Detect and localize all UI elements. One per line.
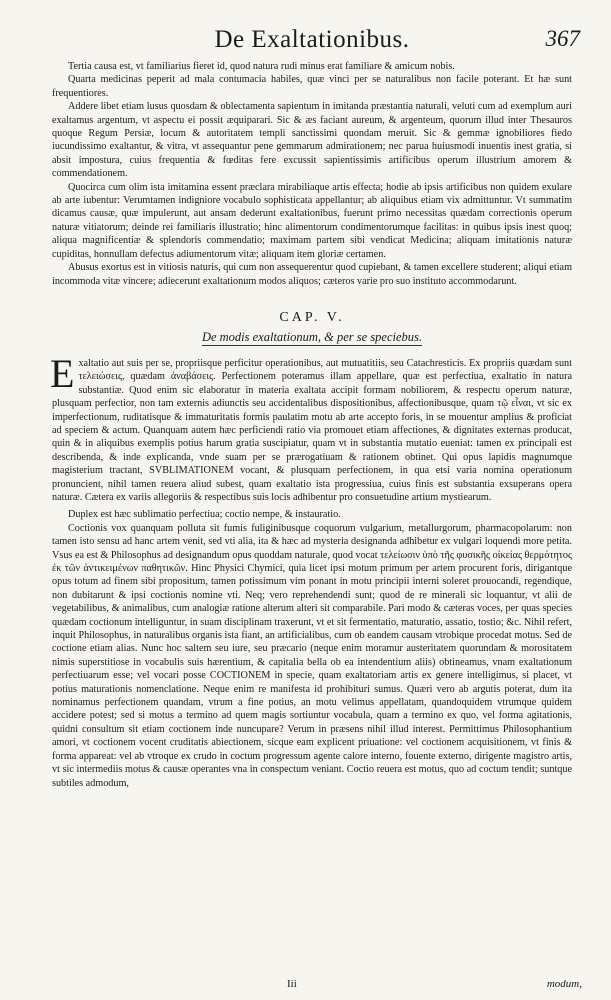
paragraph: Quarta medicinas peperit ad mala contumacia habiles, quæ vinci per se naturalibus non facile poterant. Et hæ sunt frequentiores. bbox=[52, 74, 572, 99]
chapter-first-paragraph bbox=[50, 350, 572, 504]
chapter-first-text: xaltatio aut suis per se, propriisque perficitur operationibus, aut mutuatitiis, seu Catachresticis. Ex propriis quædam sunt τελειώσεις, quædam ἀναβάσεις. Perfectionem poteramus illam appellare, quæ est perfectiua, exaltatio in natura substantiæ. Quod enim sic elaboratur in materia exaltata accipit formam nobiliorem, & respectu operum naturæ, plusquam perfectior, non tam externis adiunctis seu accidentalibus dispositionibus, affectionibusque, quam τῷ εἶναι, vt sic ex imperfectionum, ruditatisque & immaturitatis formis paulatim motu ab arte accepto foris, in se mouentur amplius & proficiat ad speciem & actum. Quanquam autem hæc perficiendi ratio via promouet etiam affectiones, & dignitates externas producat, quin & in aliquibus exemplis potius harum gratia suscipiatur, quam vt in substantia mutatio eueniat: tamen ex principali est describenda, & inde explicanda, vnde suam per se prærogatiuam & rationem obtinet. Qui opus lapidis magnumque magisterium tractant, SVBLIMATIONEM vocant, & plusquam perfectionem, in qua etsi varia nomina operationum pronuncient, nihil tamen reuera aliud subest, quam exaltatio ista progressiua, cuius finis est substantia exsuperans opera naturæ. Cætera ex variis allegoriis & respectibus suis locis adhibentur pro consuetudine artium mystiearum. bbox=[52, 357, 572, 503]
page-footer bbox=[52, 978, 582, 994]
catchword: modum, bbox=[546, 978, 582, 990]
page bbox=[50, 22, 580, 790]
paragraph: Coctionis vox quanquam polluta sit fumis fuliginibusque coquorum vulgarium, metallurgorum, pharmacopolarum: non tamen isto sensu ad hanc artem venit, sed vti alia, ita & hæc ad mysteria designanda adhibetur ex vulgari loquendi more petita. Vsus ea est & Philosophus ad designandum opus quoddam naturale, quod vocat τελείωσιν ὑπὸ τῆς φυσικῆς οἰκείας θερμότητος ἐκ τῶν ἀντικειμένων παθητικῶν. Hinc Physici Chymici, quia licet ipsi motum primum per artem procurent foris, dirigantque opus totum ad finem sibi propositum, tamen potissimum vim ponant in motu principii interni soleret prouocandi, regendique, non dubitarunt & ipsi coctionis nomine vti. Neq; vero reprehendendi sunt; quod de re minerali sic loquantur, vt alii de vegetabilibus, & animalibus, cum analogiæ ratione alterum alteri sit comparabile. Pari modo & cæteras voces, per quas species quædam coctionum intelliguntur, in suam disciplinam traxerunt, vt et sit fermentatio, maturatio, assatio, tostio; &c. Nihil refert, inquit Philosophus, in naturalibus organis ista fiant, an artificialibus, cum ob eandem causam vtrobique procedat motus. Sed de coctione etiam alias. Nunc hoc saltem seu iure, seu præcario (neque enim moramur austeritatem quorundam & morositatem nimis superstitiose in vocabulis suis hærentium, & capitalia bella ob ea intendentium aliis) obtineamus, vnam exaltationum perfectiuarum esse; vel vocari posse COCTIONEM in specie, quam exaltatoriam artis ex genere intelligimus, si placet, vt potius maturationis nomenclatione. Neque enim re manifesta id prohibituri sumus. Quæri vero ab argutis poterat, dum ita nominamus perfectionem quandam, vtrum a fine potius, an motu velimus appellatam, quandoquidem vtrumque quidem accidere potest; sed si motus a termino ad quem magis sortiuntur vocabula, quam a termino ex quo, vel forma agitationis, quidni consultum sit etiam coctionem inde nuncupare? Verum in præsens nihil illud interest. Permittimus Philosophantium amori, vt coctionem vocent cruditatis abiectionem, sicque eam explicent priuatione: vel coctionem acquisitionem, vt finis & forma appareat: vel ab vtroque ex crudo in coctum progressum agente calore interno, fouente externo, dirigente magistro artis, vt sic intermediis motus & causæ operantes vna in conspectum veniant. Coctio reuera est motus, quo ad coctum tendit; suntque subtiles admodum, bbox=[52, 522, 572, 789]
running-title: De Exaltationibus. bbox=[214, 26, 410, 53]
chapter-subtitle bbox=[52, 330, 572, 345]
drop-cap: E bbox=[50, 350, 75, 396]
signature-mark: Iii bbox=[287, 978, 297, 990]
page-header bbox=[52, 22, 580, 60]
page-number: 367 bbox=[545, 26, 580, 51]
chapter-subtitle-text: De modis exaltationum, & per se speciebus. bbox=[201, 329, 423, 344]
paragraph: Addere libet etiam lusus quosdam & oblectamenta sapientum in imitanda præstantia naturali, veluti cum ad exemplum auri exaltamus argentum, vt aspectu ei possit æquiparari. Sic & æs faciant aureum, & argenteum, quorum illud inter Thesauros quoque Regum Persiæ, locum & autoritatem templi sanctissimi quondam meruit. Sic & gemmæ ignobiliores fiedo iucundissimo exaltantur, & vitra, vt assequantur pene gemmarum admirationem; nec parua huiusmodi inuentis inest gratia, si absit impostura, cuius frequentia & fœditas fere excussit sapientissimis artificibus operum illustrium amorem & commendationem. bbox=[52, 101, 572, 180]
chapter-heading: CAP. V. bbox=[279, 309, 345, 325]
paragraph: Tertia causa est, vt familiarius fieret id, quod natura rudi minus erat familiare & amicum nobis. bbox=[68, 61, 455, 72]
paragraph: Duplex est hæc sublimatio perfectiua; coctio nempe, & instauratio. bbox=[68, 509, 341, 521]
paragraph: Quocirca cum olim ista imitamina essent præclara mirabiliaque artis effecta; hodie ab ipsis artificibus non quidem exulare ab arte iubentur: Verumtamen indigniore vocabulo sophisticata appellantur; ab aliquibus etiam vix admittuntur. Vt summatim dicamus causæ, quæ impulerunt, aut ansam dederunt exaltationibus, fuerunt primo necessitas quædam correctionis operum naturæ vitiatorum; deinde rei familiaris illustratio; hinc alimentorum condimentorumque facilitas: in quibus ipsis inest quoq; aliqua magnificentiæ & splendoris commendatio; maximam partem sibi vendicat Medicina; aliquam imitationis naturæ cupiditas, honnullam defectus adiumentorum vitæ; aliquam item gloriæ certamen. bbox=[52, 181, 572, 260]
paragraph: Abusus exortus est in vitiosis naturis, qui cum non assequerentur quod cupiebant, & tamen excellere studerent; aliqui etiam incommoda vitæ vincere; adiecerunt exaltationum modos aliquos; cæteros varie pro suo instituto accommodarunt. bbox=[52, 262, 572, 287]
